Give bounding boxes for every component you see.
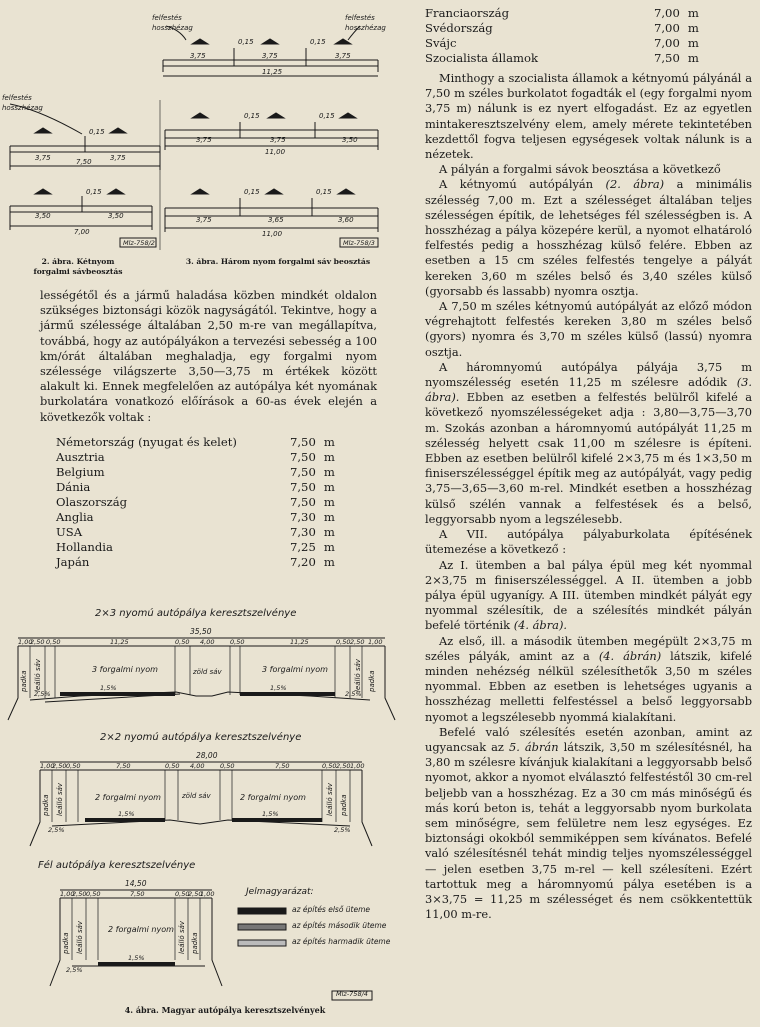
width-value: 7,00 [654,6,680,20]
legend-title: Jelmagyarázat: [246,887,314,897]
label-felfestes-1: felfestés [152,14,182,22]
dim-a: 0,50 [175,638,190,646]
dim-total-a: 35,50 [190,627,212,636]
dim-total-b: 28,00 [196,751,218,760]
dim-c: 7,50 [130,890,145,898]
country-row [56,525,335,540]
fig2-code: Mlz-758/2 [123,239,155,247]
dim-b: 1,00 [40,762,55,770]
total-2a: 7,50 [76,158,92,166]
dim-2a-1: 3,75 [35,154,51,162]
label-leallo-sav: leálló sáv [354,658,362,692]
label-padka: padka [340,794,348,816]
lane-layout-drawing [0,0,400,280]
label-leallo-sav: leálló sáv [76,920,84,954]
country-name: Svájc [425,36,457,50]
country-row [56,495,335,510]
dim-b: 2,50 [52,762,67,770]
label-3-forgalmi-nyom-right: 3 forgalmi nyom [262,665,328,674]
gap-2a: 0,15 [89,128,105,136]
text-run: látszik, kifelé minden nehézség nélkül szélesíthetők 3,50 m széles nyommal. Ebben az esetben is lehetséges ugyanis a hosszhézag melletti felfestéssel a belső leggyorsabb nyomot a legszélesebb nyommá kialakítani. [425,648,753,724]
gap-3c-2: 0,15 [316,188,332,196]
width-unit: m [323,554,335,569]
country-row [425,21,699,36]
slope-a-left: 1,5% [100,684,117,692]
country-name: Svédország [425,21,493,35]
figure-reference: (3. ábra). [425,375,752,405]
figure-2-3-lane-layouts [0,0,400,280]
paragraph: A VII. autópálya pályaburkolata építésének ütemezése a következő : [425,527,752,557]
text-run: Ebben az esetben a felfestés belülről kifelé a következő nyomszélességeket adja : 3,80—3,75—3,70 m. Szokás azonban a háromnyomú autópályát 11,25 m szélesség helyett csak 11,00 m szélesre is építeni. Ebben az esetben belülről kifelé 2×3,75 m és 1×3,50 m finiserszélességgel építik meg az autópályát, vagy pedig 3,75—3,65—3,60 m-rel. Mindkét esetben a hosszhézag külső szélén vannak a felfestések és a belső, leggyorsabb nyom a legszélesebb. [425,390,752,526]
gap-3c-1: 0,15 [244,188,260,196]
country-row [425,36,699,51]
label-zold-sav-b: zöld sáv [182,792,211,800]
paragraph: A pályán a forgalmi sávok beosztása a következő [439,162,721,177]
text-run: Az első, ill. a második ütemben megépült 2×3,75 m széles pályák, amint az a [425,633,752,663]
width-unit: m [323,449,335,464]
dim-3c-2: 3,65 [268,216,284,224]
country-row [425,6,699,21]
width-value: 7,50 [290,494,316,509]
paragraph [425,177,752,299]
dim-3a-1: 3,75 [190,52,206,60]
dim-a: 0,50 [46,638,61,646]
slope-a-right: 1,5% [270,684,287,692]
paragraph [425,634,752,725]
country-name: Anglia [56,509,94,524]
width-unit: m [323,524,335,539]
label-hosszhezag-1: hosszhézag [152,24,193,32]
fig4-title-c: Fél autópálya keresztszelvénye [38,860,196,871]
width-value: 7,50 [290,479,316,494]
text-run: látszik, 3,50 m szélesítésnél, ha 3,80 m szélesre kívánjuk kialakítani a leggyorsabb belső nyomot, akkor a nyomot elválasztó felfestéstől 30 cm-rel beljebb van a hosszhézag. Ez a 30 cm más minőségű és más korú beton is, tehát a leggyorsabb nyom burkolata sem minőségre, sem felületre nem lesz egységes. Ez biztonsági okokból semmiképpen sem kívánatos. Befelé való szélesítésnél tehát mindig teljes nyomszélességgel — jelen esetben 3,75 m-rel — kell szélesíteni. Ezért tartottuk meg a háromnyomú pálya esetében is a 3×3,75 = 11,25 m szélességet és nem csökkentettük 11,00 m-re. [425,739,753,922]
dim-c: 2,50 [188,890,203,898]
paragraph: Minthogy a szocialista államok a kétnyomú pályánál a 7,50 m széles burkolatot fogadták el (egy forgalmi nyom 3,75 m) nálunk is ez nyert elfogadást. Ez az egyetlen mintakeresztszelvény elem, amely mérete tekintetében kezdettől fogva teljesen egységesek voltak nálunk is a nézetek. [425,71,752,162]
label-zold-sav-a: zöld sáv [193,668,222,676]
country-row [56,540,335,555]
width-value: 7,00 [654,21,680,35]
country-row [56,465,335,480]
label-padka: padka [191,932,199,954]
width-unit: m [687,6,699,20]
fig2-caption-line2: forgalmi sávbeosztás [33,266,123,276]
total-2b: 7,00 [74,228,90,236]
gap-2b: 0,15 [86,188,102,196]
label-felfestes-3: felfestés [2,94,32,102]
legend-item-3: az építés harmadik üteme [292,937,391,946]
text-run: Az I. ütemben a bal pálya épül meg két nyommal 2×3,75 m finiserszélességgel. A II. ütemben a jobb pálya épül ugyanígy. A III. ütemben mindkét pályát egy nyommal szélesítik, de a szélesítés mindkét pályán befelé történik [425,557,752,633]
left-column-text [40,288,377,570]
label-leallo-sav: leálló sáv [56,782,64,816]
fig4-title-a: 2×3 nyomú autópálya keresztszelvénye [95,608,297,619]
figure-reference: (2. ábra) [605,177,665,192]
total-3a: 11,25 [262,68,283,76]
country-name: Ausztria [56,449,105,464]
dim-b: 4,00 [190,762,205,770]
dim-total-c: 14,50 [125,879,147,888]
dim-c: 0,50 [175,890,190,898]
dim-b: 0,50 [165,762,180,770]
country-row [56,480,335,495]
label-leallo-sav: leálló sáv [326,782,334,816]
label-2-forgalmi-nyom-c: 2 forgalmi nyom [108,925,174,934]
dim-a: 2,50 [30,638,45,646]
country-name: Japán [56,554,90,569]
width-unit: m [687,51,699,65]
slope-a-edge-right: 2,5% [345,690,362,698]
label-hosszhezag-2: hosszhézag [345,24,386,32]
gap-3a-2: 0,15 [310,38,326,46]
fig4-title-b: 2×2 nyomú autópálya keresztszelvénye [100,732,302,743]
dim-3a-2: 3,75 [262,52,278,60]
country-name: Franciaország [425,6,509,20]
dim-3c-1: 3,75 [196,216,212,224]
width-value: 7,25 [290,539,316,554]
dim-a: 1,00 [18,638,33,646]
slope-b-edge-left: 2,5% [48,826,65,834]
dim-a: 4,00 [200,638,215,646]
legend-item-2: az építés második üteme [292,921,387,930]
paragraph: A 7,50 m széles kétnyomú autópályát az előző módon végrehajtott felfestés kereken 3,80 m széles belső (gyors) nyomra és 3,70 m széles külső (lassú) nyomra osztja. [425,299,752,359]
slope-b-left: 1,5% [118,810,135,818]
label-3-forgalmi-nyom-left: 3 forgalmi nyom [92,665,158,674]
label-2-forgalmi-nyom-right: 2 forgalmi nyom [240,793,306,802]
country-name: USA [56,524,83,539]
width-value: 7,50 [290,434,316,449]
dim-b: 0,50 [66,762,81,770]
slope-b-edge-right: 2,5% [334,826,351,834]
width-unit: m [687,36,699,50]
label-hosszhezag-3: hosszhézag [2,104,43,112]
figure-reference: 5. ábrán [508,739,559,754]
figure-reference: (4. ábrán) [598,648,662,663]
width-value: 7,50 [290,464,316,479]
country-name: Olaszország [56,494,128,509]
label-felfestes-2: felfestés [345,14,375,22]
country-row [56,450,335,465]
country-name: Belgium [56,464,105,479]
dim-a: 0,50 [230,638,245,646]
label-padka: padka [20,670,28,692]
country-width-table [56,435,335,570]
fig4-caption: 4. ábra. Magyar autópálya keresztszelvények [124,1005,326,1015]
dim-c: 1,00 [60,890,75,898]
paragraph: lességétől és a jármű haladása közben mindkét oldalon szükséges biztonsági közök nagyságától. Tekintve, hogy a jármű szélessége általában 2,50 m-re van megállapítva, továbbá, hogy az autópályákon a tervezési sebesség a 100 km/órát általában meghaladja, egy forgalmi nyom szélessége világszerte 3,50—3,75 m értékek között alakult ki. Ennek megfelelően az autópálya két nyomának burkolatára vonatkozó előírások a 60-as évek elején a következők voltak : [40,288,377,424]
label-leallo-sav: leálló sáv [178,920,186,954]
width-unit: m [323,464,335,479]
country-name: Hollandia [56,539,113,554]
slope-b-right: 1,5% [262,810,279,818]
dim-2b-2: 3,50 [108,212,124,220]
label-padka: padka [42,794,50,816]
country-name: Szocialista államok [425,51,539,65]
total-3b: 11,00 [265,148,286,156]
fig3-code: Mlz-758/3 [343,239,375,247]
width-unit: m [323,539,335,554]
label-padka: padka [368,670,376,692]
dim-b: 2,50 [336,762,351,770]
width-value: 7,50 [290,449,316,464]
width-unit: m [687,21,699,35]
dim-c: 1,00 [200,890,215,898]
dim-3c-3: 3,60 [338,216,354,224]
right-column-text [425,6,752,922]
figure-reference: (4. ábra). [513,618,568,633]
text-run: A kétnyomú autópályán [439,177,594,192]
width-value: 7,30 [290,524,316,539]
dim-3b-1: 3,75 [196,136,212,144]
gap-3b-2: 0,15 [319,112,335,120]
slope-c-edge: 2,5% [66,966,83,974]
slope-a-edge-left: 2,5% [34,690,51,698]
width-value: 7,50 [654,51,680,65]
text-run: a minimális szélesség 7,00 m. Ezt a szélességet általában teljes szélességen építik, de lehetséges fél szélességben is. A hosszhézag a pálya közepére kerül, a nyomot elhatároló felfestés pedig a hosszhézag külső felére. Ebben az esetben a 15 cm széles felfestés tengelye a pályát kereken 3,60 m széles belső és 3,40 széles külső (gyorsabb és lassabb) nyomra osztja. [425,177,752,298]
dim-3a-3: 3,75 [335,52,351,60]
dim-c: 0,50 [86,890,101,898]
gap-3b-1: 0,15 [244,112,260,120]
dim-b: 0,50 [220,762,235,770]
label-leallo-sav: leálló sáv [34,658,42,692]
country-row [56,435,335,450]
total-3c: 11,00 [262,230,283,238]
country-name: Németország (nyugat és kelet) [56,434,237,449]
dim-2b-1: 3,50 [35,212,51,220]
dim-2a-2: 3,75 [110,154,126,162]
width-unit: m [323,509,335,524]
dim-b: 0,50 [322,762,337,770]
cross-section-drawing [0,600,400,1027]
label-padka: padka [62,932,70,954]
dim-b: 7,50 [116,762,131,770]
fig2-caption-line1: 2. ábra. Kétnyom [41,257,115,266]
slope-c: 1,5% [128,954,145,962]
country-name: Dánia [56,479,91,494]
width-unit: m [323,479,335,494]
dim-a: 11,25 [110,638,129,646]
fig2-caption [18,257,138,276]
dim-3b-2: 3,75 [270,136,286,144]
dim-3b-3: 3,50 [342,136,358,144]
dim-b: 1,00 [350,762,365,770]
fig4-code: Mlz-758/4 [336,990,368,998]
paragraph [425,360,752,527]
dim-c: 2,50 [72,890,87,898]
label-2-forgalmi-nyom-left: 2 forgalmi nyom [95,793,161,802]
paragraph [425,725,752,923]
text-run: A háromnyomú autópálya pályája 3,75 m nyomszélesség esetén 11,25 m szélesre adódik [425,359,752,390]
country-row [56,510,335,525]
paragraph [425,558,752,634]
width-unit: m [323,494,335,509]
country-row [425,51,699,66]
width-value: 7,20 [290,554,316,569]
dim-a: 11,25 [290,638,309,646]
text-run: Befelé való szélesítés esetén azonban, amint az ugyancsak az [425,724,752,754]
country-row [56,555,335,570]
dim-b: 7,50 [275,762,290,770]
dim-a: 1,00 [368,638,383,646]
gap-3a-1: 0,15 [238,38,254,46]
figure-4-cross-sections [0,600,400,1027]
fig3-caption: 3. ábra. Három nyom forgalmi sáv beosztás [185,257,371,266]
width-unit: m [323,434,335,449]
dim-a: 2,50 [350,638,365,646]
width-value: 7,00 [654,36,680,50]
width-value: 7,30 [290,509,316,524]
country-width-table-continued [425,6,699,66]
legend-item-1: az építés első üteme [292,905,371,914]
dim-a: 0,50 [336,638,351,646]
